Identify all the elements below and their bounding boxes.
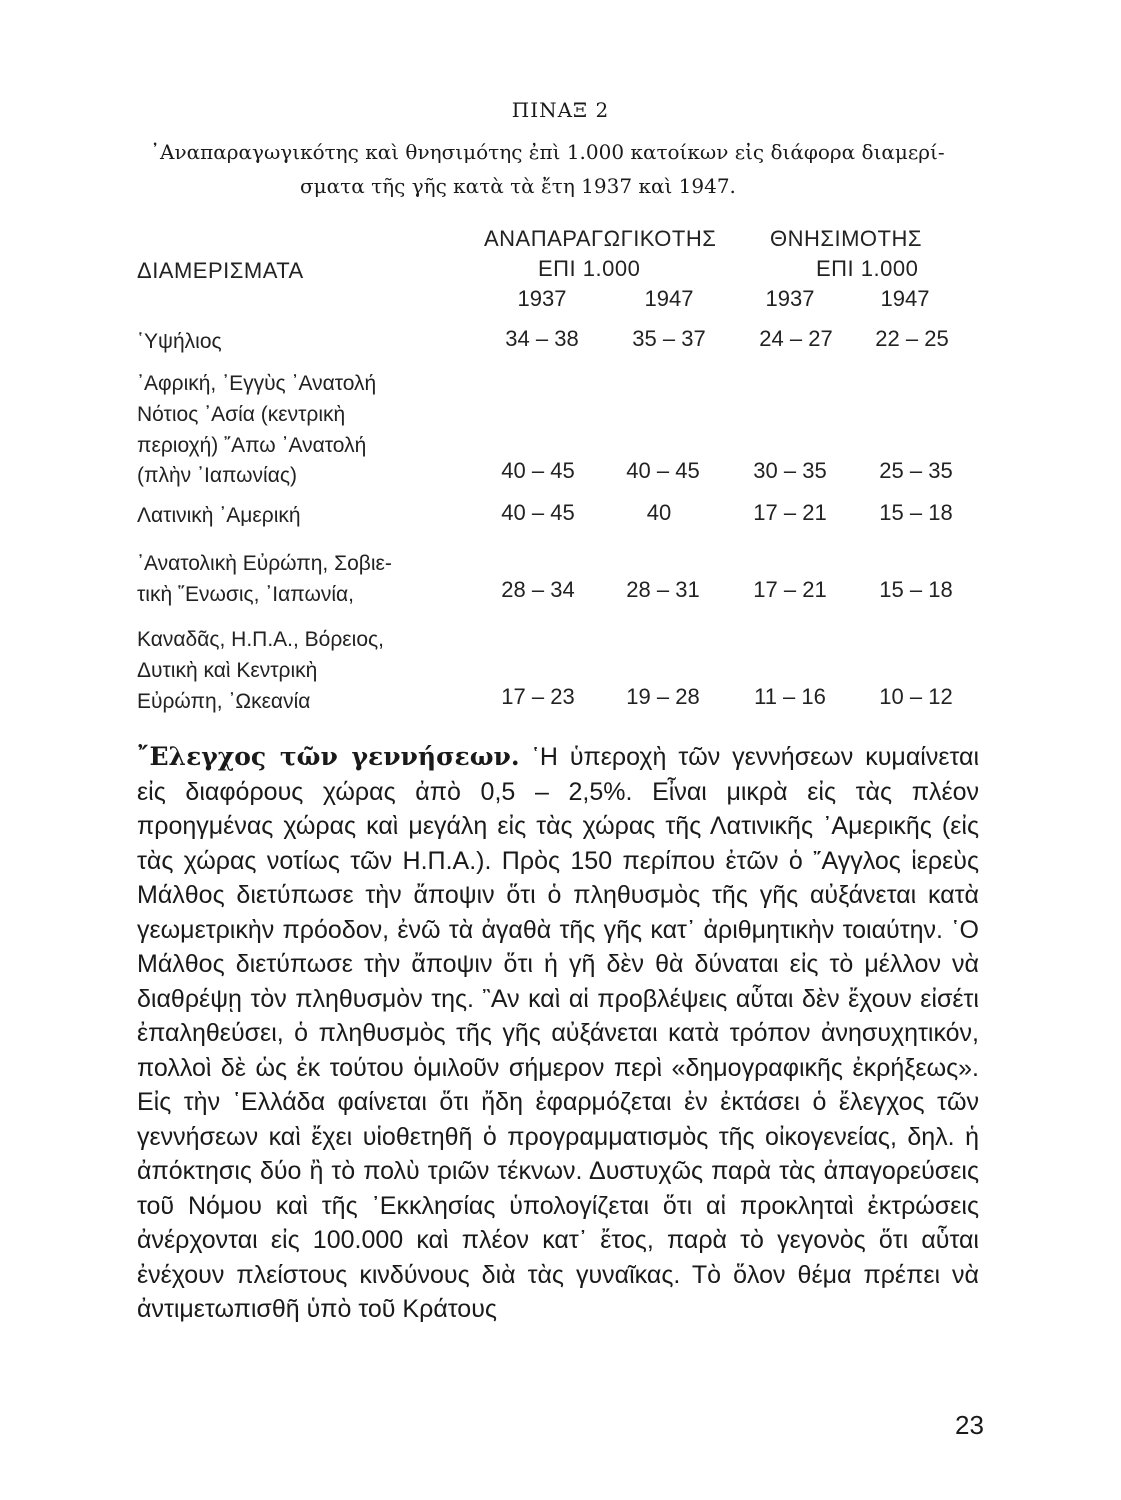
column-header-regions: ΔΙΑΜΕΡΙΣΜΑΤΑ [137,258,304,283]
table-cell: 15 – 18 [879,500,953,525]
row-label: Λατινικὴ ᾿Αμερική [137,504,301,527]
year-header: 1947 [644,286,694,311]
table-cell: 11 – 16 [754,684,826,709]
table-cell: 19 – 28 [626,684,700,709]
column-header-fertility-per-1000: ΕΠΙ 1.000 [538,256,641,281]
table-cell: 17 – 21 [753,577,827,602]
column-header-fertility: ΑΝΑΠΑΡΑΓΩΓΙΚΟΤΗΣ [484,226,717,251]
body-text: ῾Η ὑπεροχὴ τῶν γεννήσεων κυμαίνεται εἰς διαφόρους χώρας ἀπὸ 0,5 – 2,5%. Εἶναι μικρὰ εἰς τὰς πλέον προηγμένας χώρας καὶ μεγάλη εἰς τὰς χώρας τῆς Λατινικῆς ᾿Αμερικῆς (εἰς τὰς χώρας νοτίως τῶν Η.Π.Α.). Πρὸς 150 περίπου ἐτῶν ὁ ῎Αγγλος ἱερεὺς Μάλθος διετύπωσε τὴν ἄποψιν ὅτι ὁ πληθυσμὸς τῆς γῆς αὐξάνεται κατὰ γεωμετρικὴν πρόοδον, ἐνῶ τὰ ἀγαθὰ τῆς γῆς κατ᾿ ἀριθμητικὴν τοιαύτην. ῾Ο Μάλθος διετύπωσε τὴν ἄποψιν ὅτι ἡ γῆ δὲν θὰ δύναται εἰς τὸ μέλλον νὰ διαθρέψῃ τὸν πληθυσμὸν της. ῍Αν καὶ αἱ προβλέψεις αὗται δὲν ἔχουν εἰσέτι ἐπαληθεύσει, ὁ πληθυσμὸς τῆς γῆς αὐξάνεται κατὰ τρόπον ἀνησυχητικόν, πολλοὶ δὲ ὡς ἐκ τούτου ὁμιλοῦν σήμερον περὶ «δημογραφικῆς ἐκρήξεως». Εἰς τὴν ῾Ελλάδα φαίνεται ὅτι ἤδη ἐφαρμόζεται ἐν ἐκτάσει ὁ ἔλεγχος τῶν γεννήσεων καὶ ἔχει υἱοθετηθῆ ὁ προγραμματισμὸς τῆς οἰκογενείας, δηλ. ἡ ἀπόκτησις δύο ἢ τὸ πολὺ τριῶν τέκνων. Δυστυχῶς παρὰ τὰς ἀπαγορεύσεις τοῦ Νόμου καὶ τῆς ᾿Εκκλησίας ὑπολογίζεται ὅτι αἱ προκληταὶ ἐκτρώσεις ἀνέρχονται εἰς 100.000 καὶ πλέον κατ᾿ ἔτος, παρὰ τὸ γεγονὸς ὅτι αὗται ἐνέχουν πλείστους κινδύνους διὰ τὰς γυναῖκας. Τὸ ὅλον θέμα πρέπει νὰ ἀντιμετωπισθῆ ὑπὸ τοῦ Κράτους [137,743,980,1323]
table-cell: 15 – 18 [879,577,953,602]
table-cell: 34 – 38 [505,326,579,351]
row-label: (πλὴν ᾿Ιαπωνίας) [137,464,297,487]
table-cell: 35 – 37 [632,326,706,351]
row-label: Εὐρώπη, ᾿Ωκεανία [137,690,311,713]
table-caption-line-1: ᾿Αναπαραγωγικότης καὶ θνησιμότης ἐπὶ 1.000 κατοίκων εἰς διάφορα διαμερί- [150,140,945,164]
table-caption-line-2: σματα τῆς γῆς κατὰ τὰ ἔτη 1937 καὶ 1947. [300,174,736,198]
row-label: τικὴ ῞Ενωσις, ᾿Ιαπωνία, [137,583,354,606]
year-header: 1947 [880,286,930,311]
table-cell: 40 – 45 [626,458,700,483]
column-header-mortality: ΘΝΗΣΙΜΟΤΗΣ [770,226,922,251]
table-cell: 28 – 34 [501,577,575,602]
table-cell: 30 – 35 [753,458,827,483]
table-cell: 17 – 21 [753,500,827,525]
table-cell: 17 – 23 [501,684,575,709]
row-label: περιοχή) ῎Απω ᾿Ανατολή [137,434,367,457]
column-header-mortality-per-1000: ΕΠΙ 1.000 [816,256,919,281]
page-number: 23 [955,1410,984,1440]
table-cell: 40 – 45 [501,500,575,525]
table-cell: 22 – 25 [875,326,949,351]
row-label: Δυτικὴ καὶ Κεντρικὴ [137,659,318,682]
table-cell: 28 – 31 [626,577,700,602]
body-paragraph [137,740,979,1327]
table-cell: 24 – 27 [759,326,833,351]
row-label: ᾿Αφρική, ᾿Εγγὺς ᾿Ανατολή [137,372,377,395]
row-label: Καναδᾶς, Η.Π.Α., Βόρειος, [137,628,384,651]
table-cell: 10 – 12 [879,684,953,709]
table-title: ΠΙΝΑΞ 2 [511,98,610,122]
year-header: 1937 [765,286,815,311]
table-cell: 40 – 45 [501,458,575,483]
table-cell: 40 [646,500,672,525]
year-header: 1937 [517,286,567,311]
row-label: ᾿Ανατολικὴ Εὐρώπη, Σοβιε- [137,552,392,575]
section-heading: ῎Ελεγχος τῶν γεννήσεων. [137,742,520,771]
table-cell: 25 – 35 [879,458,953,483]
row-label: Νότιος ᾿Ασία (κεντρικὴ [137,403,346,426]
row-label: ῾Υψήλιος [137,330,222,353]
